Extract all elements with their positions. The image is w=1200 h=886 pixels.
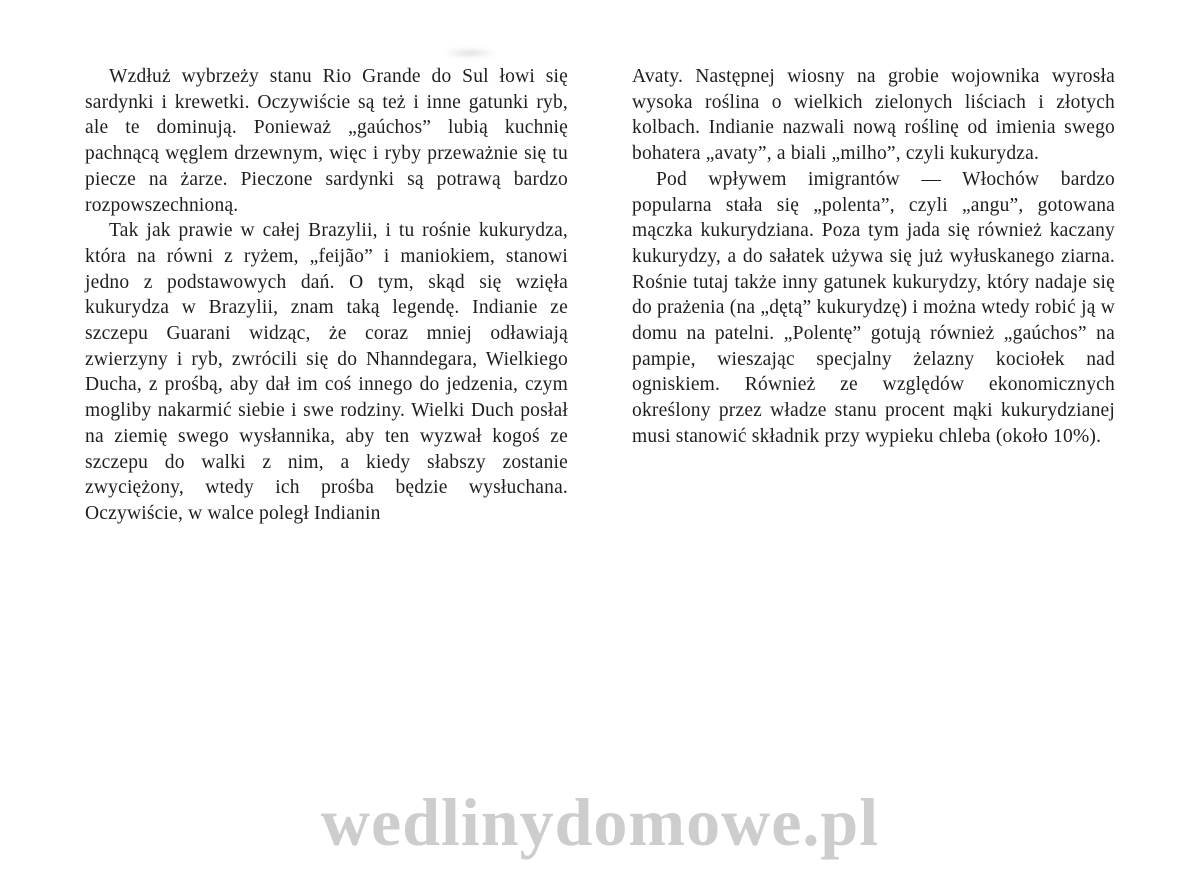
watermark-text: wedlinydomowe.pl — [320, 784, 880, 860]
paragraph-avaty: Avaty. Następnej wiosny na grobie wojownika wyrosła wysoka roślina o wielkich zielonych liściach i złotych kolbach. Indianie nazwali nową roślinę od imienia swego bohatera „avaty”, a biali „milho”, czyli kukurydza. — [632, 66, 1115, 165]
paragraph-corn-legend: Tak jak prawie w całej Brazylii, i tu rośnie kukurydza, która na równi z ryżem, „feijão” i maniokiem, stanowi jedno z podstawowych dań. O tym, skąd się wzięła kukurydza w Brazylii, znam taką legendę. Indianie ze szczepu Guarani widząc, że coraz mniej odławiają zwierzyny i ryb, zwrócili się do Nhanndegara, Wielkiego Ducha, z prośbą, aby dał im coś innego do jedzenia, czym mogliby nakarmić siebie i swe rodziny. Wielki Duch posłał na ziemię swego wysłannika, aby ten wyzwał kogoś ze szczepu do walki z nim, a kiedy słabszy zostanie zwyciężony, wtedy ich prośba będzie wysłuchana. Oczywiście, w walce poległ Indianin — [85, 220, 568, 524]
paragraph-polenta: Pod wpływem imigrantów — Włochów bardzo popularna stała się „polenta”, czyli „angu”, gotowana mączka kukurydziana. Poza tym jada się również kaczany kukurydzy, a do sałatek używa się już wyłuskanego ziarna. Rośnie tutaj także inny gatunek kukurydzy, który nadaje się do prażenia (na „dętą” kukurydzę) i można wtedy robić ją w domu na patelni. „Polentę” gotują również „gaúchos” na pampie, wieszając specjalny żelazny kociołek nad ogniskiem. Również ze względów ekonomicznych określony przez władze stanu procent mąki kukurydzianej musi stanowić składnik przy wypieku chleba (około 10%). — [632, 168, 1115, 447]
scan-artifact — [442, 48, 498, 58]
paragraph-fishing: Wzdłuż wybrzeży stanu Rio Grande do Sul łowi się sardynki i krewetki. Oczywiście są też i inne gatunki ryb, ale te dominują. Ponieważ „gaúchos” lubią kuchnię pachnącą węglem drzewnym, więc i ryby przeważnie się tu piecze na żarze. Pieczone sardynki są potrawą bardzo rozpowszechnioną. — [85, 66, 568, 216]
right-column — [632, 64, 1115, 527]
left-column — [85, 64, 568, 527]
text-columns — [85, 64, 1115, 527]
